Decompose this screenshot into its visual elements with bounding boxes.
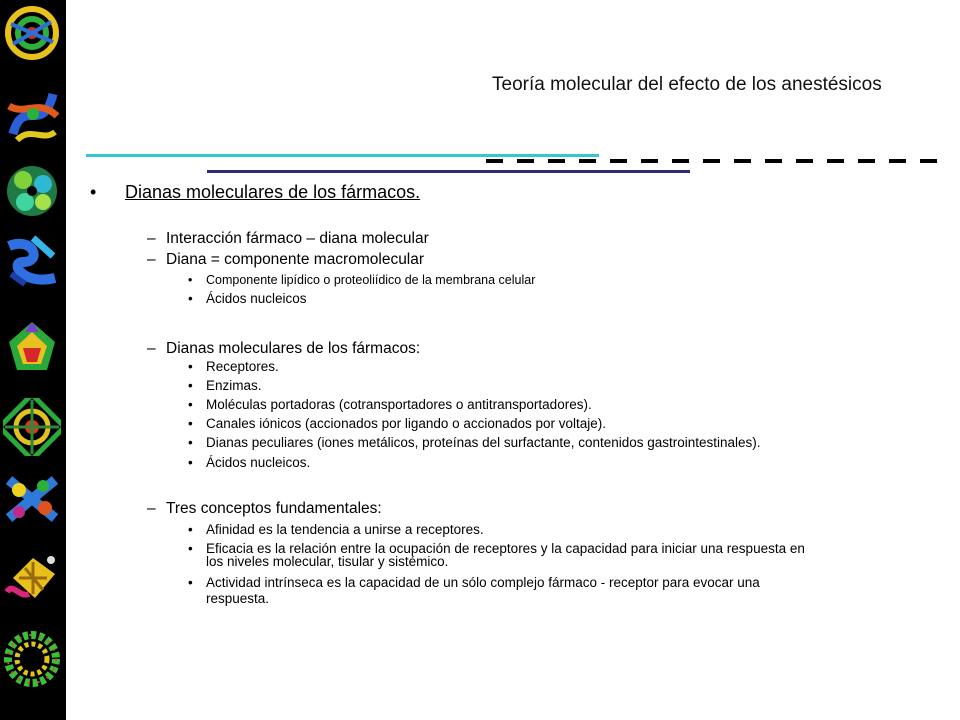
bullet-marker: • <box>90 182 97 202</box>
protein-structure-7-image <box>3 470 61 528</box>
sub-bullet-text: Ácidos nucleicos. <box>206 455 311 470</box>
accent-line-navy <box>207 170 690 173</box>
protein-structure-3-image <box>3 162 61 220</box>
main-bullet-text: Dianas moleculares de los fármacos. <box>125 182 421 202</box>
protein-structure-1-image <box>3 4 61 62</box>
bullet-marker: • <box>188 359 193 374</box>
bullet-marker: • <box>188 273 193 287</box>
bullet-marker: • <box>188 378 193 393</box>
accent-line-cyan <box>86 154 599 157</box>
protein-structure-8-image <box>3 548 61 606</box>
dash-marker: – <box>147 251 156 268</box>
section-text: Dianas moleculares de los fármacos: <box>166 340 421 357</box>
sub-bullet-text: Componente lipídico o proteoliídico de la membrana celular <box>206 273 536 287</box>
dash-marker: – <box>147 340 156 357</box>
bullet-marker: • <box>188 541 193 556</box>
sub-bullet-text: Ácidos nucleicos <box>206 291 307 306</box>
bullet-marker: • <box>188 435 193 450</box>
sub-bullet-text: los niveles molecular, tisular y sistémico. <box>206 554 449 569</box>
protein-structure-4-image <box>3 232 61 290</box>
sub-bullet-text: Moléculas portadoras (cotransportadores o antitransportadores). <box>206 397 592 412</box>
sub-bullet-text: respuesta. <box>206 591 270 606</box>
accent-line-dashed <box>486 159 940 163</box>
image-sidebar <box>0 0 66 720</box>
bullet-marker: • <box>188 522 193 537</box>
section-text: Diana = componente macromolecular <box>166 251 425 268</box>
bullet-marker: • <box>188 416 193 431</box>
sub-bullet-text: Afinidad es la tendencia a unirse a receptores. <box>206 522 484 537</box>
section-text: Tres conceptos fundamentales: <box>166 500 382 517</box>
bullet-marker: • <box>188 575 193 590</box>
sub-bullet-text: Enzimas. <box>206 378 262 393</box>
protein-structure-2-image <box>3 86 61 144</box>
bullet-marker: • <box>188 397 193 412</box>
bullet-marker: • <box>188 291 193 306</box>
sub-bullet-text: Dianas peculiares (iones metálicos, proteínas del surfactante, contenidos gastrointestinales). <box>206 435 761 450</box>
bullet-marker: • <box>188 455 193 470</box>
dash-marker: – <box>147 500 156 517</box>
sub-bullet-text: Eficacia es la relación entre la ocupación de receptores y la capacidad para iniciar una respuesta en <box>206 541 805 556</box>
sub-bullet-text: Canales iónicos (accionados por ligando o accionados por voltaje). <box>206 416 606 431</box>
dash-marker: – <box>147 230 156 247</box>
section-text: Interacción fármaco – diana molecular <box>166 230 429 247</box>
sub-bullet-text: Actividad intrínseca es la capacidad de un sólo complejo fármaco - receptor para evocar una <box>206 575 760 590</box>
protein-structure-9-image <box>3 630 61 688</box>
protein-structure-6-image <box>3 398 61 456</box>
sub-bullet-text: Receptores. <box>206 359 279 374</box>
protein-structure-5-image <box>3 318 61 376</box>
slide-title: Teoría molecular del efecto de los anestésicos <box>492 74 882 95</box>
